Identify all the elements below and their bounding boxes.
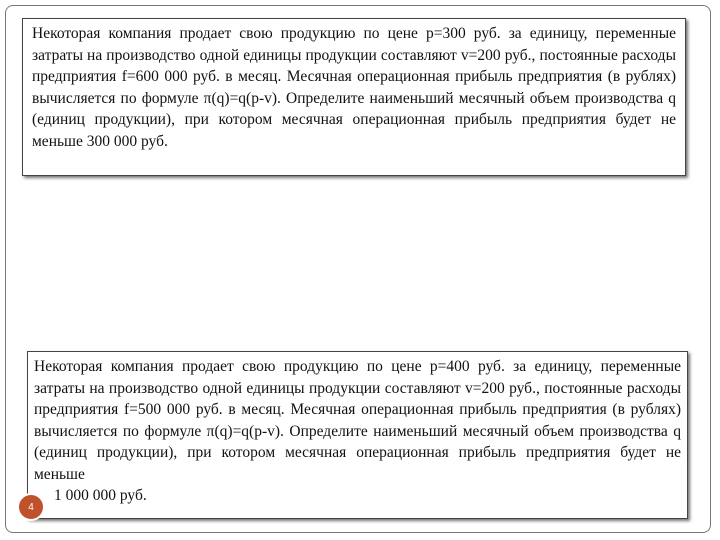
slide-number-badge: 4: [17, 493, 45, 521]
problem-box-1: [22, 18, 686, 176]
problem-2-text: Некоторая компания продает свою продукцию по цене p=400 руб. за единицу, переменные затраты на производство одной единицы продукции составляют v=200 руб., постоянные расходы предприятия f=500 000 руб. в месяц. Месячная операционная прибыль предприятия (в рублях) вычисляется по формуле π(q)=q(p-v). Определите наименьший месячный объем производства q (единиц продукции), при котором месячная операционная прибыль предприятия будет не меньше: [34, 358, 681, 483]
problem-1-text: Некоторая компания продает свою продукцию по цене p=300 руб. за единицу, переменные затраты на производство одной единицы продукции составляют v=200 руб., постоянные расходы предприятия f=600 000 руб. в месяц. Месячная операционная прибыль предприятия (в рублях) вычисляется по формуле π(q)=q(p-v). Определите наименьший месячный объем производства q (единиц продукции), при котором месячная операционная прибыль предприятия будет не меньше 300 000 руб.: [32, 25, 676, 150]
problem-2-continuation: 1 000 000 руб.: [54, 487, 147, 504]
problem-box-2: [27, 351, 688, 519]
